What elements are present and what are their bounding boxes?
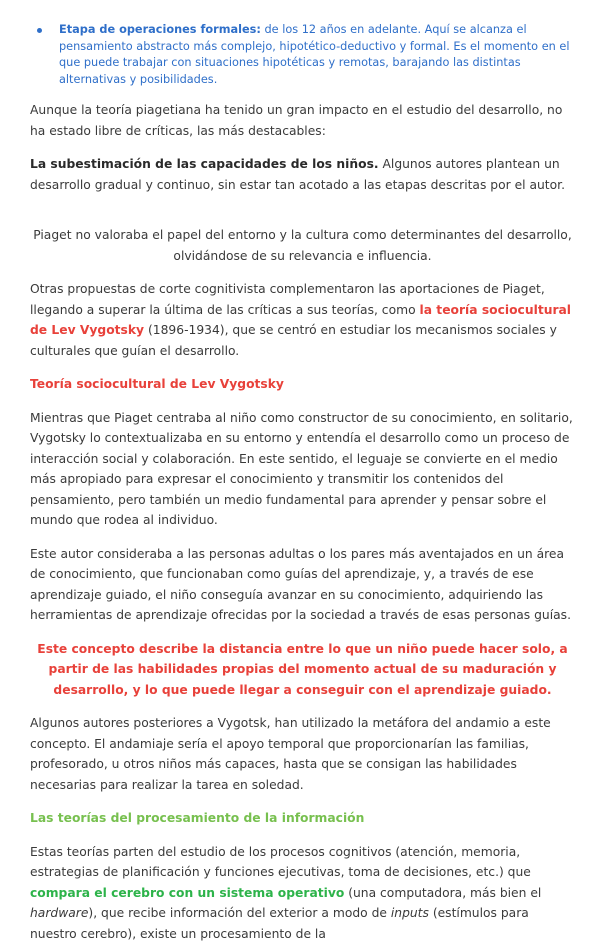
paragraph-scaffolding: Algunos autores posteriores a Vygotsk, han utilizado la metáfora del andamio a este concepto. El andamiaje sería el apoyo temporal que proporcionarían las familias, profesorado, u otros niños más capaces, hasta que se consigan las habilidades necesarias para realizar la tarea en soledad. <box>30 713 575 795</box>
text-span: (una computadora, más bien el <box>344 886 541 900</box>
paragraph-guided-learning: Este autor consideraba a las personas adultas o los pares más aventajados en un área de conocimiento, que funcionaban como guías del aprendizaje, y, a través de ese aprendizaje guiado, el niño conseguía avanzar en su conocimiento, adquiriendo las herramientas de aprendizaje ofrecidas por la sociedad a través de esas personas guías. <box>30 544 575 626</box>
paragraph-critics-intro: Aunque la teoría piagetiana ha tenido un gran impacto en el estudio del desarrollo, no ha estado libre de críticas, las más destacables: <box>30 100 575 141</box>
bullet-text: de los 12 años en adelante. Aquí se alcanza el pensamiento abstracto más complejo, hipotético-deductivo y formal. Es el momento en el que puede trabajar con situaciones hipotéticas y remotas, barajando las distintas alternativas y posibilidades. <box>59 23 569 86</box>
highlight-quote: Este concepto describe la distancia entre lo que un niño puede hacer solo, a partir de las habilidades propias del momento actual de su maduración y desarrollo, y lo que puede llegar a conseguir con el aprendizaje guiado. <box>30 639 575 701</box>
text-span: (estímulos para nuestro cerebro), existe un procesamiento de la <box>30 906 529 941</box>
italic-inputs: inputs <box>391 906 429 920</box>
paragraph-critic-underestimation <box>30 154 575 195</box>
critic-title: La subestimación de las capacidades de los niños. <box>30 157 379 171</box>
bullet-label: Etapa de operaciones formales: <box>59 23 261 36</box>
bullet-dot-icon <box>37 28 42 33</box>
text-span: (1896-1934), que se centró en estudiar los mecanismos sociales y culturales que guían el desarrollo. <box>30 323 557 358</box>
paragraph-information-processing <box>30 842 575 944</box>
critic-text: Algunos autores plantean un desarrollo gradual y continuo, sin estar tan acotado a las etapas descritas por el autor. <box>30 157 565 192</box>
text-span: ), que recibe información del exterior a modo de <box>88 906 390 920</box>
paragraph-critic-environment: Piaget no valoraba el papel del entorno y la cultura como determinantes del desarrollo, olvidándose de su relevancia e influencia. <box>30 225 575 266</box>
paragraph-vygotsky-context: Mientras que Piaget centraba al niño como constructor de su conocimiento, en solitario, Vygotsky lo contextualizaba en su entorno y entendía el desarrollo como un proceso de interacción social y colaboración. En este sentido, el leguaje se convierte en el medio más apropiado para expresar el conocimiento y transmitir los contenidos del pensamiento, pero también un medio fundamental para aprender y pensar sobre el mundo que rodea al individuo. <box>30 408 575 531</box>
section-heading-vygotsky: Teoría sociocultural de Lev Vygotsky <box>30 374 575 395</box>
section-heading-information-processing: Las teorías del procesamiento de la información <box>30 808 575 829</box>
green-highlight: compara el cerebro con un sistema operativo <box>30 886 344 900</box>
document-page <box>30 22 575 944</box>
bullet-item-formal-operations <box>37 22 575 88</box>
vygotsky-theory-link[interactable]: la teoría sociocultural de Lev Vygotsky <box>30 303 571 338</box>
paragraph-other-proposals <box>30 279 575 361</box>
text-span: Estas teorías parten del estudio de los procesos cognitivos (atención, memoria, estrategias de planificación y funciones ejecutivas, toma de decisiones, etc.) que <box>30 845 531 880</box>
text-span: Otras propuestas de corte cognitivista complementaron las aportaciones de Piaget, llegando a superar la última de las críticas a sus teorías, como <box>30 282 545 317</box>
italic-hardware: hardware <box>30 906 88 920</box>
